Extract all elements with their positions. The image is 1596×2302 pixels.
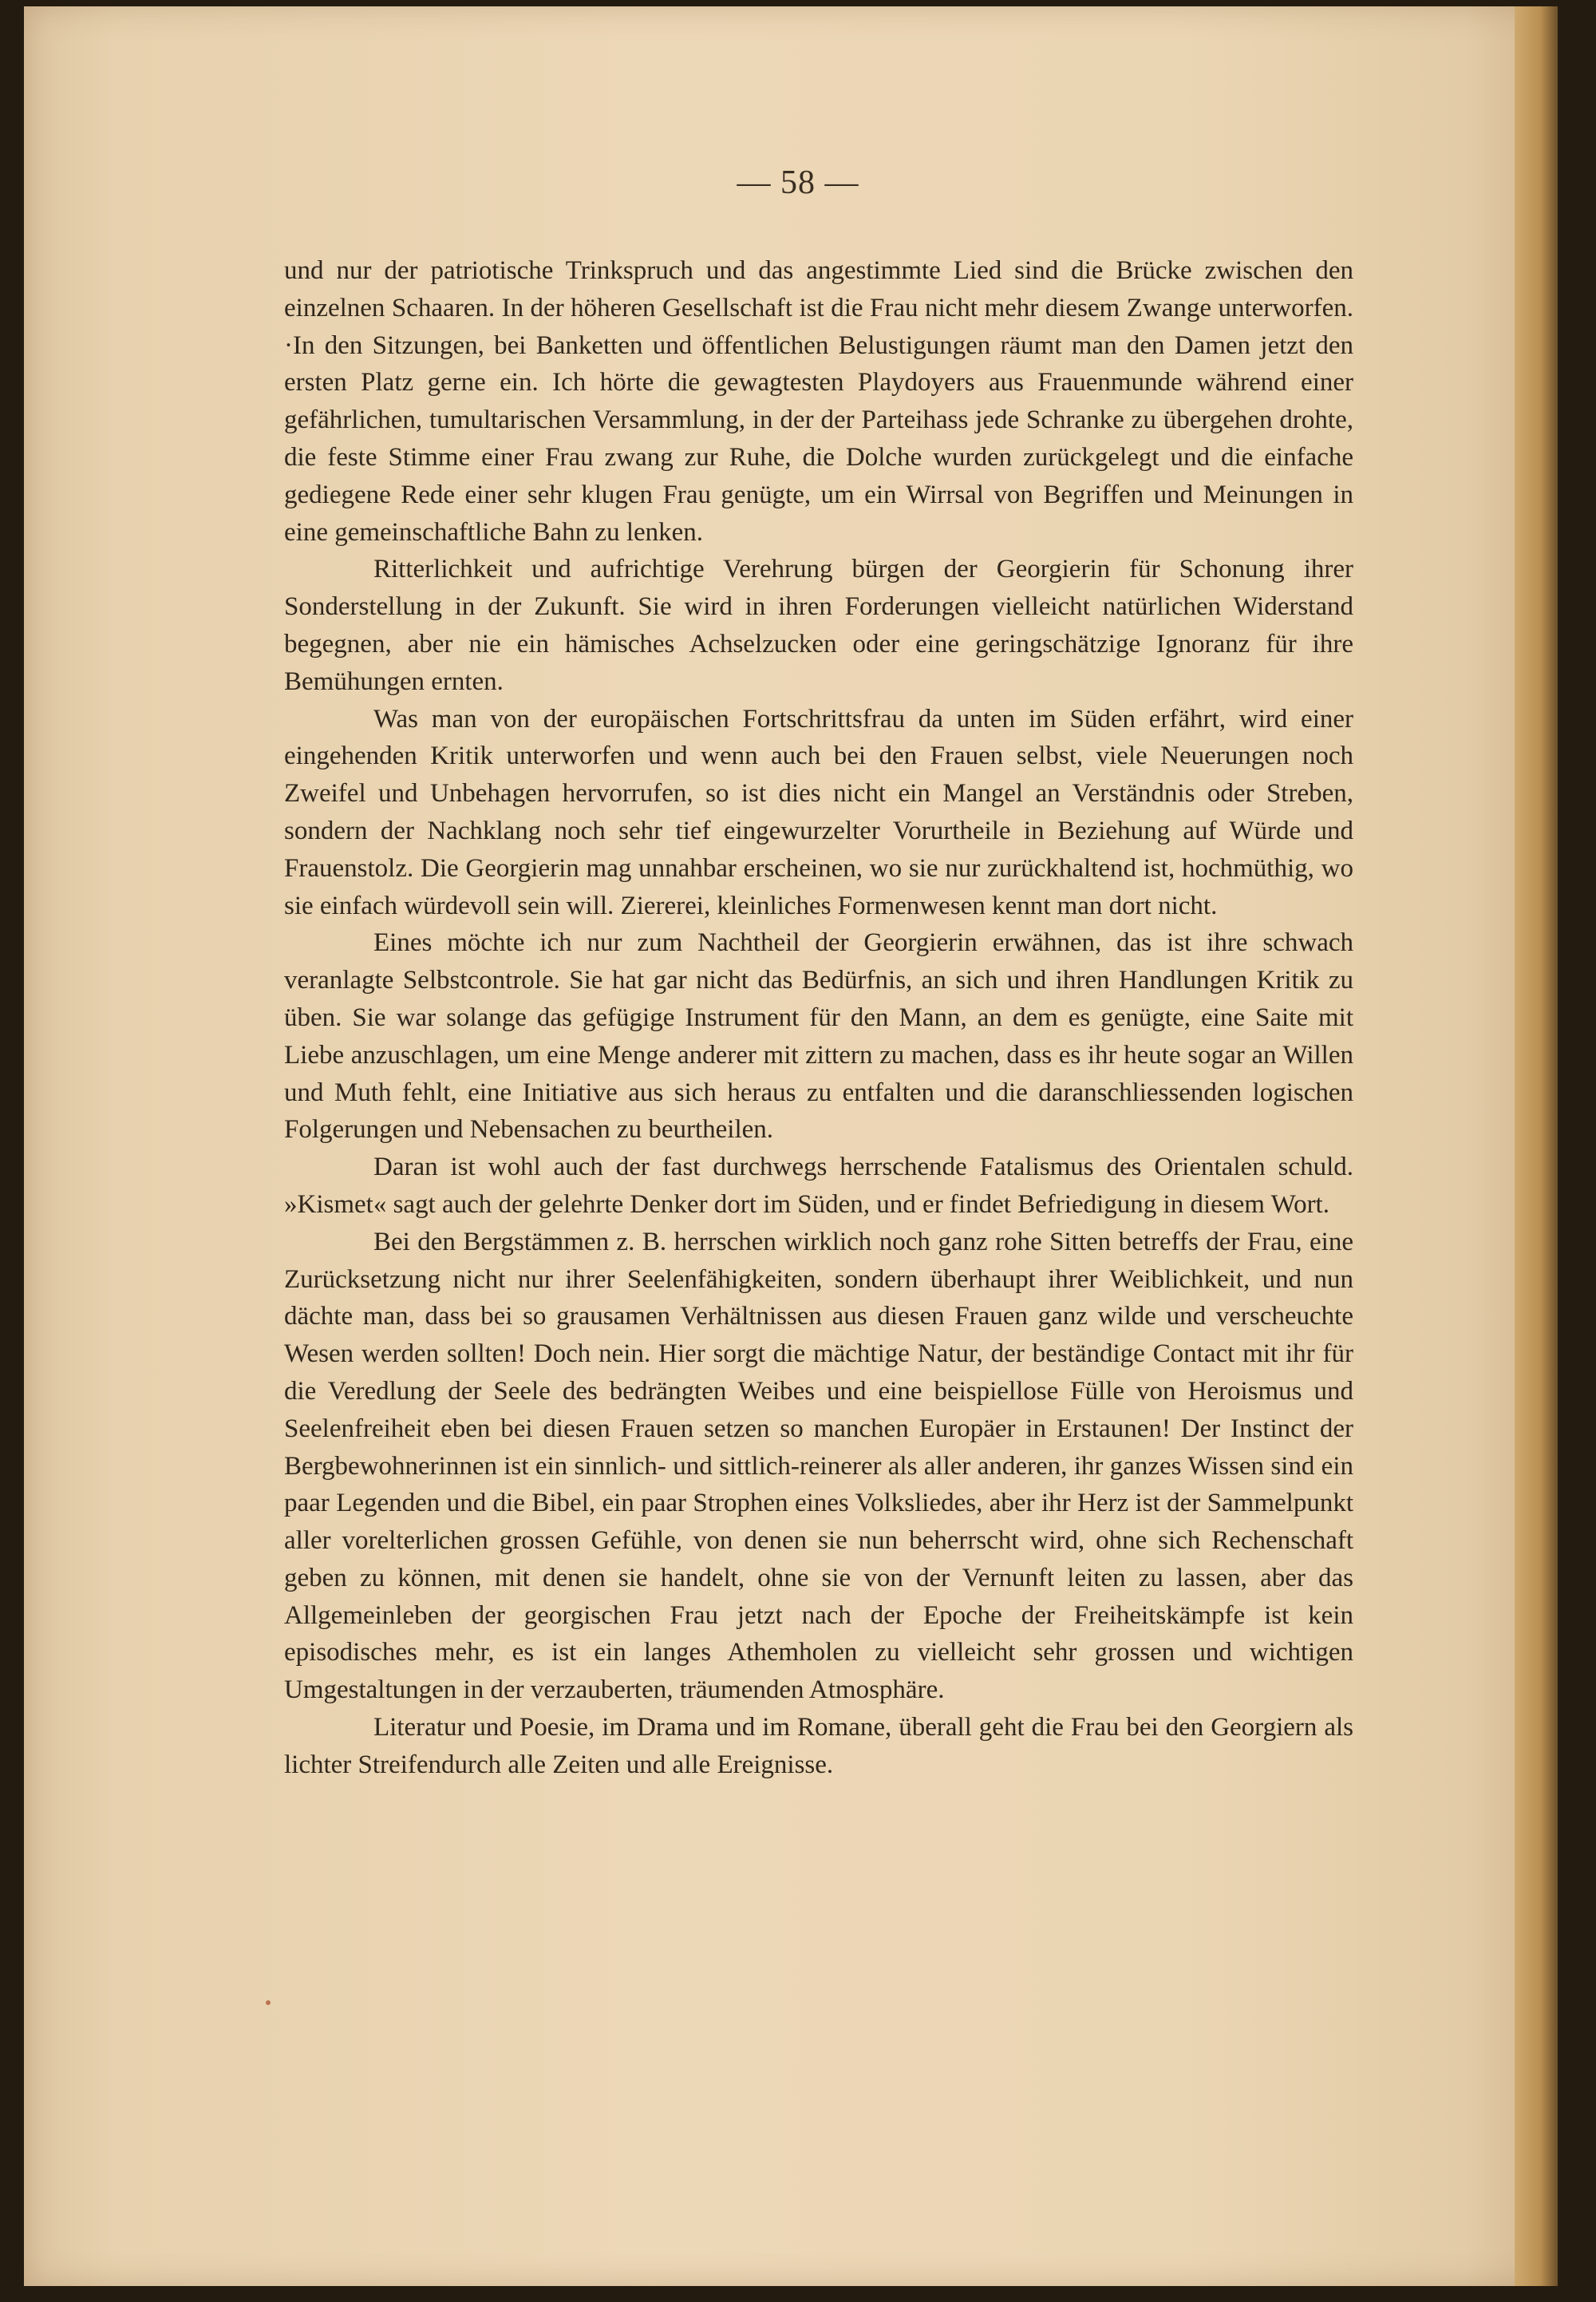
paragraph-6: Bei den Bergstämmen z. B. herrschen wirklich noch ganz rohe Sitten betreffs der Frau, eine Zurücksetzung nicht nur ihrer Seelenfähigkeiten, sondern überhaupt ihrer Weiblichkeit, und nun dächte man, dass bei so grausamen Verhältnissen aus diesen Frauen ganz wilde und verscheuchte Wesen werden sollten! Doch nein. Hier sorgt die mächtige Natur, der beständige Contact mit ihr für die Veredlung der Seele des bedrängten Weibes und eine beispiellose Fülle von Heroismus und Seelenfreiheit eben bei diesen Frauen setzen so manchen Europäer in Erstaunen! Der Instinct der Bergbewohnerinnen ist ein sinnlich- und sittlich-reinerer als aller anderen, ihr ganzes Wissen sind ein paar Legenden und die Bibel, ein paar Strophen eines Volksliedes, aber ihr Herz ist der Sammelpunkt aller vorelterlichen grossen Gefühle, von denen sie nun beherrscht wird, ohne sich Rechenschaft geben zu können, mit denen sie handelt, ohne sie von der Vernunft leiten zu lassen, aber das Allgemeinleben der georgischen Frau jetzt nach der Epoche der Freiheitskämpfe ist kein episodisches mehr, es ist ein langes Athemholen zu vielleicht sehr grossen und wichtigen Umgestaltungen in der verzauberten, träumenden Atmosphäre. <box>284 1227 1353 1705</box>
page-edge <box>1515 6 1558 2286</box>
paragraph-4: Eines möchte ich nur zum Nachtheil der Georgierin erwähnen, das ist ihre schwach veranlagte Selbstcontrole. Sie hat gar nicht das Bedürfnis, an sich und ihren Handlungen Kritik zu üben. Sie war solange das gefügige Instrument für den Mann, an dem es genügte, eine Saite mit Liebe anzuschlagen, um eine Menge anderer mit zittern zu machen, dass es ihr heute sogar an Willen und Muth fehlt, eine Initiative aus sich heraus zu entfalten und die daranschliessenden logischen Folgerungen und Nebensachen zu beurtheilen. <box>284 928 1353 1145</box>
page-number: — 58 — <box>737 164 859 201</box>
paragraph-5: Daran ist wohl auch der fast durchwegs herrschende Fatalismus des Orientalen schuld. »Kismet« sagt auch der gelehrte Denker dort im Süden, und er findet Befriedigung in diesem Wort. <box>284 1153 1353 1219</box>
paragraph-2: Ritterlichkeit und aufrichtige Verehrung bürgen der Georgierin für Schonung ihrer Sonderstellung in der Zukunft. Sie wird in ihren Forderungen vielleicht natürlichen Widerstand begegnen, aber nie ein hämisches Achselzucken oder eine geringschätzige Ignoranz für ihre Bemühungen ernten. <box>284 555 1353 696</box>
ink-speck <box>266 2000 271 2005</box>
paragraph-7: Literatur und Poesie, im Drama und im Romane, überall geht die Frau bei den Georgiern als lichter Streifendurch alle Zeiten und alle Ereignisse. <box>284 1713 1353 1779</box>
paragraph-3: Was man von der europäischen Fortschrittsfrau da unten im Süden erfährt, wird einer eingehenden Kritik unterworfen und wenn auch bei den Frauen selbst, viele Neuerungen noch Zweifel und Unbehagen hervorrufen, so ist dies nicht ein Mangel an Verständnis oder Streben, sondern der Nachklang noch sehr tief eingewurzelter Vorurtheile in Beziehung auf Würde und Frauenstolz. Die Georgierin mag unnahbar erscheinen, wo sie nur zurückhaltend ist, hochmüthig, wo sie einfach würdevoll sein will. Ziererei, kleinliches Formenwesen kennt man dort nicht. <box>284 704 1353 920</box>
paragraph-1: und nur der patriotische Trinkspruch und das angestimmte Lied sind die Brücke zwischen den einzelnen Schaaren. In der höheren Gesellschaft ist die Frau nicht mehr diesem Zwange unterworfen. ·In den Sitzungen, bei Banketten und öffentlichen Belustigungen räumt man den Damen jetzt den ersten Platz gerne ein. Ich hörte die gewagtesten Playdoyers aus Frauenmunde während einer gefährlichen, tumultarischen Versammlung, in der der Parteihass jede Schranke zu übergehen drohte, die feste Stimme einer Frau zwang zur Ruhe, die Dolche wurden zurückgelegt und die einfache gediegene Rede einer sehr klugen Frau genügte, um ein Wirrsal von Begriffen und Meinungen in eine gemeinschaftliche Bahn zu lenken. <box>284 256 1353 547</box>
body-text <box>284 252 1353 1784</box>
